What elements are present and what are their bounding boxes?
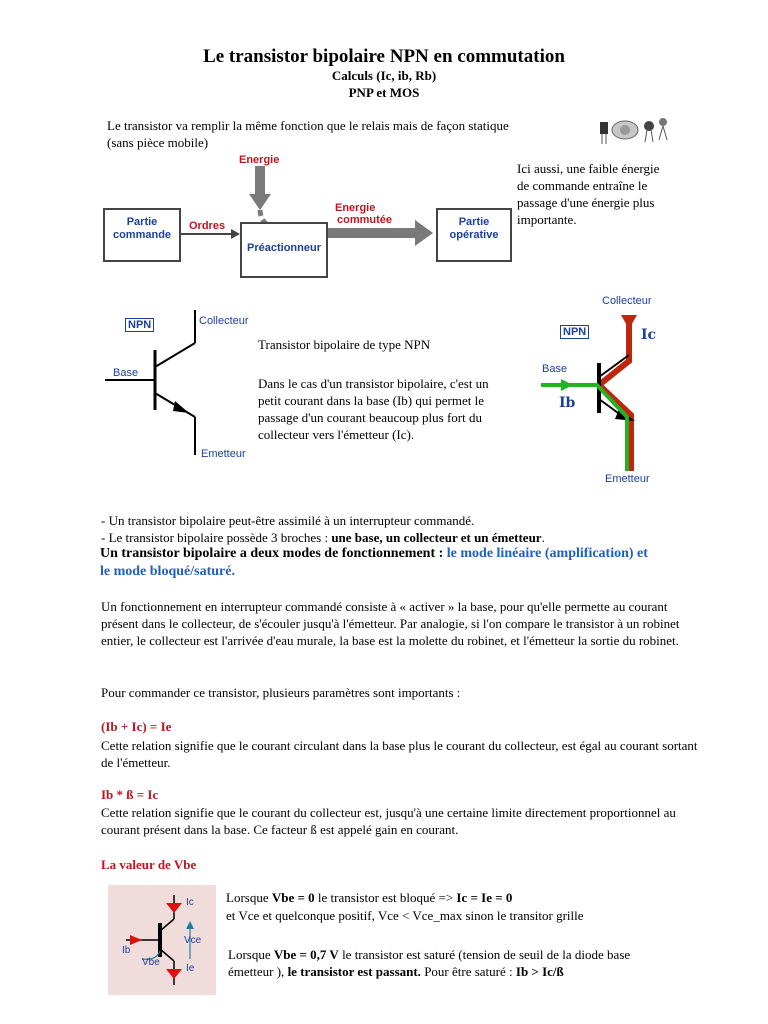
fig-label-vbe: Vbe (142, 957, 160, 968)
params-paragraph: Pour commander ce transistor, plusieurs paramètres sont importants : (101, 685, 461, 700)
label-ordres: Ordres (189, 220, 226, 232)
label-collecteur: Collecteur (199, 315, 249, 327)
npn-badge: NPN (125, 318, 154, 332)
label-base: Base (113, 367, 139, 379)
label-emetteur: Emetteur (201, 448, 246, 460)
robinet-paragraph: Un fonctionnement en interrupteur commandé consiste à « activer » la base, pour qu'elle permette au courant présent dans le collecteur, de s'écouler jusqu'à l'émetteur. Par analogie, si l'on compare le transistor à un robinet entier, le collecteur est l'arrivée d'eau murale, la base est la molette du robinet, et l'émetteur la sortie du robinet. (101, 599, 680, 648)
bullet-interrupteur: - Un transistor bipolaire peut-être assimilé à un interrupteur commandé. (101, 513, 475, 528)
npn-badge-right: NPN (560, 325, 589, 339)
label-emetteur-right: Emetteur (605, 473, 650, 485)
label-base-right: Base (542, 363, 568, 375)
box-partie-operative: Partie opérative (436, 208, 512, 262)
transistor-components-icon (595, 112, 675, 148)
vbe-section-title: La valeur de Vbe (101, 857, 197, 872)
equation2-explanation: Cette relation signifie que le courant du collecteur est, jusqu'à une certaine limite directement proportionnel au courant présent dans la base. Ce facteur ß est appelé gain en courant. (101, 805, 676, 837)
bullet-broches: - Le transistor bipolaire possède 3 broches : une base, un collecteur et un émetteur. (101, 530, 545, 545)
subtitle-pnp-mos: PNP et MOS (348, 85, 420, 100)
equation-ib-ic-ie: (Ib + Ic) = Ie (101, 719, 172, 734)
npn-current-flow-figure (537, 293, 667, 490)
label-energie: Energie (239, 154, 280, 166)
vbe-saturated-paragraph: Lorsque Vbe = 0,7 V le transistor est saturé (tension de seuil de la diode base émetteur ), le transistor est passant. Pour être saturé : Ib > Ic/ß (228, 947, 631, 979)
intro-text: Le transistor va remplir la même fonction que le relais mais de façon statique (sans pièce mobile) (107, 118, 509, 150)
vbe-zero-line: Lorsque Vbe = 0 le transistor est bloqué => Ic = Ie = 0 (226, 890, 513, 905)
intro-side-text: Ici aussi, une faible énergie de commande entraîne le passage d'une énergie plus importante. (517, 161, 660, 227)
energy-chain-diagram (103, 150, 513, 270)
equation-ib-beta-ic: Ib * ß = Ic (101, 787, 159, 802)
label-collecteur-right: Collecteur (602, 295, 652, 307)
fig-label-ie: Ie (186, 963, 195, 974)
npn-description: Dans le cas d'un transistor bipolaire, c'est un petit courant dans la base (Ib) qui permet le passage d'un courant beaucoup plus fort du collecteur vers l'émetteur (Ic). (258, 376, 489, 442)
vbe-zero-vce-line: et Vce et quelconque positif, Vce < Vce_max sinon le transitor grille (226, 908, 584, 923)
vbe-figure (108, 885, 216, 995)
fig-label-vce: Vce (184, 935, 202, 946)
label-energie-commutee: Energie commutée (335, 202, 393, 226)
box-partie-commande: Partie commande (103, 208, 181, 262)
npn-symbol-figure (103, 305, 258, 470)
subtitle-calculs: Calculs (Ic, ib, Rb) (331, 68, 437, 83)
label-ib: Ib (559, 395, 576, 411)
box-preactionneur: Préactionneur (240, 222, 328, 278)
page-title: Le transistor bipolaire NPN en commutation (203, 46, 565, 67)
fig-label-ic: Ic (186, 897, 194, 908)
label-ic: Ic (641, 327, 657, 343)
fig-label-ib: Ib (122, 945, 131, 956)
equation1-explanation: Cette relation signifie que le courant circulant dans la base plus le courant du collecteur, est égal au courant sortant de l'émetteur. (101, 738, 698, 770)
npn-type-title: Transistor bipolaire de type NPN (258, 337, 431, 352)
modes-paragraph: Un transistor bipolaire a deux modes de fonctionnement : le mode linéaire (amplification) et le mode bloqué/saturé. (100, 546, 648, 579)
